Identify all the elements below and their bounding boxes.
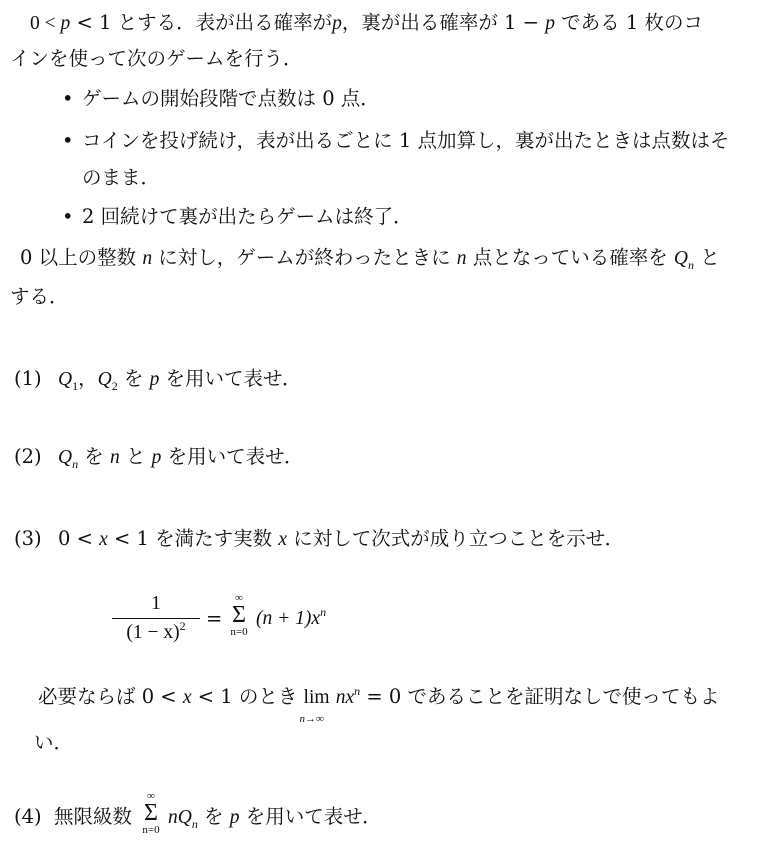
numerator: 1 [151, 593, 161, 614]
summation-p4: ∞ Σ n=0 [138, 790, 164, 836]
problem-3: (3) 0 < x < 1 を満たす実数 x に対して次式が成り立つことを示せ． [14, 527, 625, 550]
intro-line-1: 0 < p < 1 とする．表が出る確率がp，裏が出る確率が 1 − p である 1 枚のコ [30, 11, 703, 34]
problem-4-rest: $nQ_n$ を p を用いて表せ． [168, 805, 382, 831]
bullet-icon: • [62, 129, 74, 152]
fraction [112, 592, 200, 646]
problem-2: (2) $Q_n$ を n と p を用いて表せ． [14, 445, 304, 471]
problem-number: (2) [14, 445, 42, 468]
denominator: $(1 - x)^2$ [126, 619, 186, 643]
summation: ∞ Σ n=0 [226, 592, 252, 638]
bullet-icon: • [62, 87, 74, 110]
limit: lim n→∞ [299, 687, 330, 725]
equals-sign: = [206, 607, 223, 630]
intro-line-2: インを使って次のゲームを行う． [10, 47, 303, 70]
problem-number: (4) [14, 805, 42, 828]
rule-3: • 2 回続けて裏が出たらゲームは終了． [62, 205, 413, 228]
note-line-1: 必要ならば 0 < x < 1 のとき lim n→∞ $nx^n = 0$ であることを証明なしで使ってもよ [38, 684, 720, 725]
definition-line-1: 0 以上の整数 n に対し，ゲームが終わったときに n 点となっている確率を $Q_n$ と [20, 246, 720, 272]
rule-2: • コインを投げ続け，表が出るごとに 1 点加算し，裏が出たときは点数はそ [62, 129, 730, 152]
summand: $(n + 1)x^n$ [256, 605, 327, 629]
problem-4: (4) 無限級数 [14, 805, 133, 828]
sigma-icon: Σ [232, 602, 246, 628]
problem-number: (1) [14, 367, 42, 390]
rule-2-cont: のまま． [82, 166, 161, 189]
definition-line-2: する． [10, 285, 69, 308]
problem-1: (1) $Q_1$，$Q_2$ を p を用いて表せ． [14, 367, 302, 393]
fraction-bar [112, 618, 200, 619]
problem-number: (3) [14, 527, 42, 550]
sigma-icon: Σ [144, 800, 158, 826]
bullet-icon: • [62, 205, 74, 228]
rule-1: • ゲームの開始段階で点数は 0 点． [62, 87, 380, 110]
note-line-2: い． [34, 731, 74, 754]
